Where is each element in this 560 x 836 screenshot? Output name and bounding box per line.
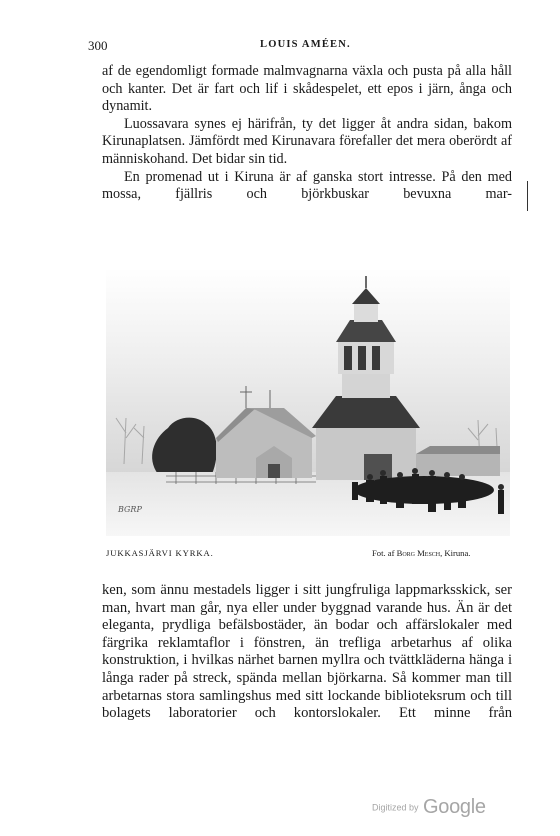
page-number: 300: [88, 38, 108, 53]
paragraph-2: Luossavara synes ej härifrån, ty det ligger åt andra sidan, bakom Kirunaplatsen. Jämfördt med Kirunavara förefaller det mera oberördt af människohand. Det bidar sin tid.: [102, 115, 512, 167]
google-logo: Google: [422, 796, 486, 818]
photo-credit: [372, 548, 470, 558]
paragraph-1: af de egendomligt formade malmvagnarna växla och pusta på alla håll och kanter. Det är fart och lif i skådespelet, ett epos i järn, ånga och dynamit.: [102, 63, 512, 115]
text-block-bottom: [102, 582, 512, 723]
running-head: LOUIS AMÉEN.: [260, 39, 351, 50]
photo-credit-place: , Kiruna.: [440, 548, 471, 558]
photo-credit-name: Borg Mesch: [396, 548, 441, 558]
church-photo: [106, 268, 510, 536]
church-photo-illustration: [106, 268, 510, 536]
margin-mark: [527, 181, 528, 211]
digitized-watermark: [372, 796, 486, 819]
photo-caption: JUKKASJÄRVI KYRKA.: [106, 548, 214, 558]
engraver-signature: BGRP: [118, 505, 142, 514]
paragraph-3: En promenad ut i Kiruna är af ganska stort intresse. På den med mossa, fjällris och björkbuskar bevuxna mar-: [102, 168, 512, 203]
photo-credit-prefix: Fot. af: [372, 548, 395, 558]
text-block-top: [102, 63, 512, 204]
page-header: [88, 38, 516, 54]
paragraph-4: ken, som ännu mestadels ligger i sitt jungfruliga lappmarksskick, ser man, hvart man går, nya eller under byggnad varande hus. Än är det eleganta, prydliga befälsbostäder, än bodar och affärslokaler med färgrika reklamtaflor i fönstren, än trefliga arbetarhus af olika konstruktion, i hvilkas närhet barnen myllra och tvättkläderna hänga i långa rader på streck, spända mellan björkarna. Så kommer man till arbetarnas stora samlingshus med sitt lockande biblioteksrum och till bolagets laboratorier och kontorslokaler. Ett minne från: [102, 582, 512, 722]
watermark-prefix: Digitized by: [372, 802, 419, 813]
